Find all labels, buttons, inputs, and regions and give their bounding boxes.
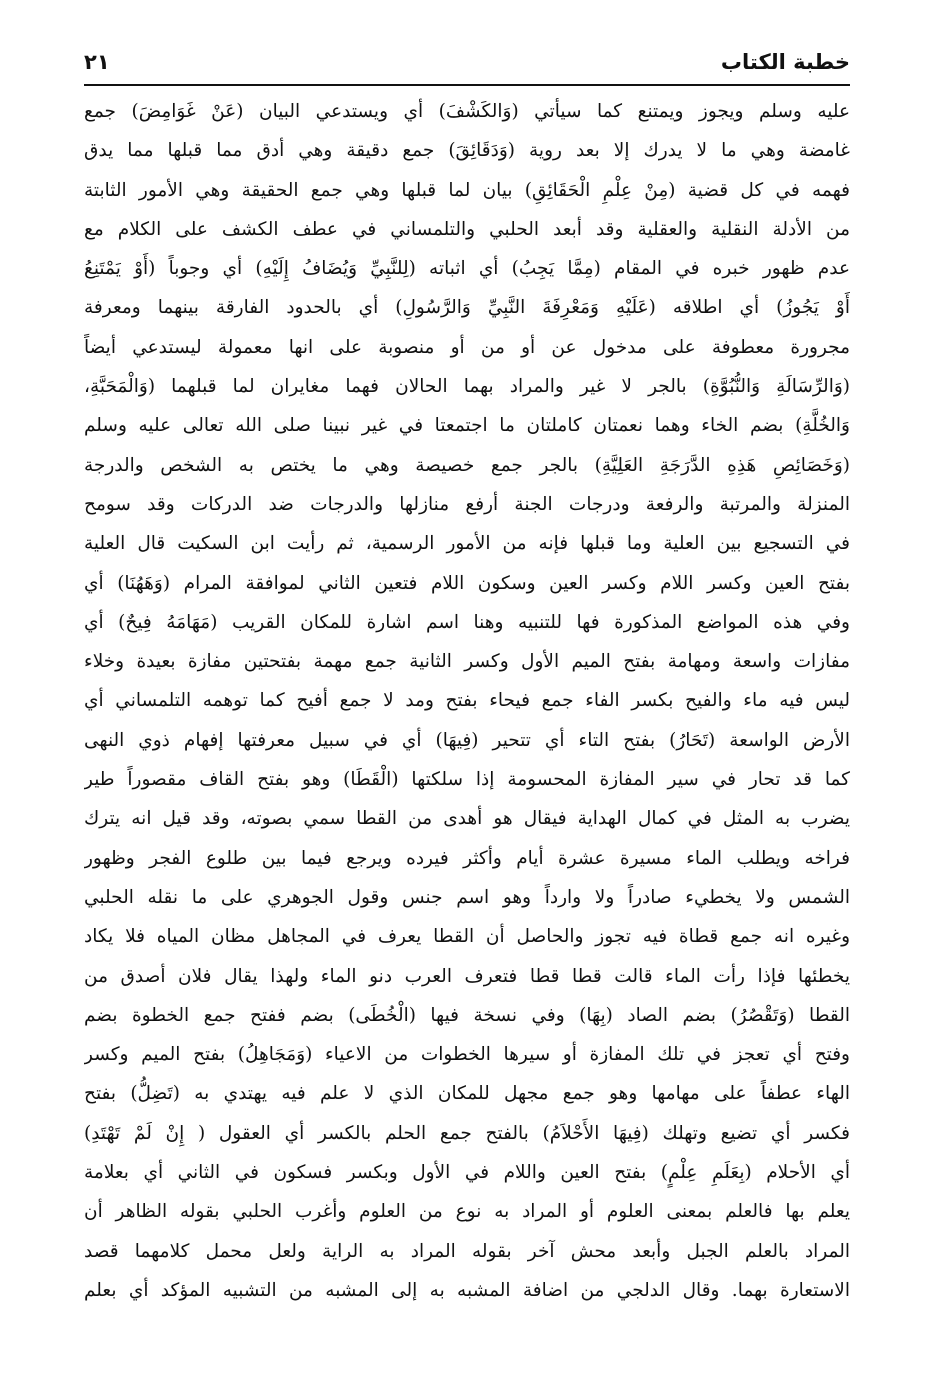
text-line: وَالخُلَّةِ) بضم الخاء وهما نعمتان كاملتان ما اجتمعتا في غير نبينا صلى الله تعالى عليه وسلم (84, 415, 850, 437)
text-line: ليس فيه ماء والفيح بكسر الفاء جمع فيحاء بفتح ومد لا جمع أفيح كما توهمه التلمساني أي (84, 690, 850, 712)
text-line: فراخه ويطلب الماء مسيرة عشرة أيام وأكثر فيرده ويرجع فيما بين طلوع الفجر وظهور (84, 847, 850, 869)
text-line: الهاء عطفاً على مهامها وهو جمع مجهل للمكان الذي لا علم فيه يهتدي به (تَضِلُّ) بفتح (84, 1083, 850, 1105)
text-line: المنزلة والمرتبة والرفعة ودرجات الجنة أرفع منازلها والدرجات ضد الدركات وقد سومح (84, 493, 850, 515)
text-line: الاستعارة بهما. وقال الدلجي من اضافة المشبه به إلى المشبه من التشبيه المؤكد أي بعلم (84, 1279, 850, 1301)
body-text (84, 92, 850, 1310)
text-line: مجرورة معطوفة على مدخول عن أو من أو منصوبة على انها معمولة ليستدعي أيضاً (84, 336, 850, 358)
text-line: مفازات واسعة ومهامة بفتح الميم الأول وكسر الثانية جمع مهمة بفتحتين مفازة بعيدة وخلاء (84, 651, 850, 673)
text-line: كما قد تحار في سير المفازة المحسومة إذا سلكتها (الْقَطَا) وهو بفتح القاف مقصوراً طير (84, 769, 850, 791)
text-line: الشمس ولا يخطيء صادراً ولا وارداً وهو اسم جنس وقول الجوهري على ما نقله الحلبي (84, 886, 850, 908)
text-line: عليه وسلم ويجوز ويمتنع كما سيأتي (وَالكَشْفَ) أي ويستدعي البيان (عَنْ غَوَامِضَ) جمع (84, 101, 850, 122)
running-title: خطبة الكتاب (720, 50, 850, 74)
text-line: الأرض الواسعة (تَحَارُ) بفتح التاء أي تتحير (فِيهَا) أي في سبيل معرفتها إفهام ذوي النهى (84, 729, 850, 751)
text-line: أَوْ يَجُوزُ) أي اطلاقه (عَلَيْهِ وَمَعْرِفَةَ النَّبِيِّ وَالرَّسُولِ) أي بالحدود الفارقة بينهما ومعرفة (84, 297, 850, 319)
text-line: يخطئها فإذا رأت الماء قالت قطا قطا فتعرف العرب دنو الماء ولهذا يقال فلان أصدق من (84, 965, 850, 987)
text-line: يعلم بها فالعلم بمعنى العلوم أو المراد به نوع من العلوم وأغرب الحلبي بقوله الظاهر أن (84, 1201, 850, 1223)
text-line: بفتح العين وكسر اللام وكسر العين وسكون اللام فتعين الثاني لموافقة المرام (وَهَهُنَا) أي (84, 572, 850, 594)
text-line: وفي هذه المواضع المذكورة فها للتنبيه وهنا اسم اشارة للمكان القريب (مَهَامَهُ فِيحٌ) أي (84, 611, 850, 633)
text-line: من الأدلة النقلية والعقلية وقد أبعد الحلبي والتلمساني في عطف الكشف على الكلام مع (84, 218, 850, 240)
text-line: يضرب به المثل في كمال الهداية فيقال هو أهدى من القطا سمي بصوته، وقد قيل انه يترك (84, 808, 850, 830)
text-line: فكسر أي تضيع وتهلك (فِيهَا الأَحْلاَمُ) بالفتح جمع الحلم بالكسر أي العقول ( إِنْ لَمْ تَهْتَدِ) (84, 1122, 850, 1144)
text-line: القطا (وَتَقْصُرُ) بضم الصاد (بِهَا) وفي نسخة فيها (الْخُطَى) بضم ففتح جمع الخطوة بضم (84, 1004, 850, 1026)
text-line: (وَالرِّسَالَةِ وَالنُّبُوَّةِ) بالجر لا غير والمراد بهما الحالان فهما مغايران لما قبلهما (وَالْمَحَبَّةِ، (84, 376, 850, 398)
text-line: وفتح أي تعجز في تلك المفازة أو سيرها الخطوات من الاعياء (وَمَجَاهِلُ) بفتح الميم وكسر (84, 1044, 850, 1066)
text-line: غامضة وهي ما لا يدرك إلا بعد روية (وَدَقَائِقَ) جمع دقيقة وهي أدق مما قبلها مما يدق (84, 140, 850, 162)
page-number: ٢١ (84, 50, 110, 74)
text-line: في التسجيع بين العلية وما قبلها فإنه من الأمور الرسمية، ثم رأيت ابن السكيت قال العلية (84, 533, 850, 555)
text-line: فهمه في كل قضية (مِنْ عِلْمِ الْحَقَائِقِ) بيان لما قبلها وهي جمع الحقيقة وهي الأمور الثابتة (84, 179, 850, 201)
page-header (84, 30, 850, 86)
text-line: وغيره انه جمع قطاة فيه تجوز والحاصل أن القطا يعرف في المجاهل مظان المياه فلا يكاد (84, 926, 850, 948)
text-line: (وَخَصَائِصِ هَذِهِ الدَّرَجَةِ العَلِيَّةِ) بالجر جمع خصيصة وهي ما يختص به الشخص والدرجة (84, 454, 850, 476)
text-line: أي الأحلام (بِعَلَمِ عِلْمٍ) بفتح العين واللام في الأول وبكسر فسكون في الثاني أي بعلامة (84, 1162, 850, 1184)
text-line: المراد بالعلم الجبل وأبعد محش آخر بقوله المراد به الراية ولعل محمل كلامهما قصد (84, 1240, 850, 1262)
text-line: عدم ظهور خبره في المقام (مِمَّا يَجِبُ) أي اثباته (لِلنَّبِيِّ وَيُضَافُ إِلَيْهِ) أي وجوباً (أَوْ يَمْتَنِعُ (84, 258, 850, 280)
